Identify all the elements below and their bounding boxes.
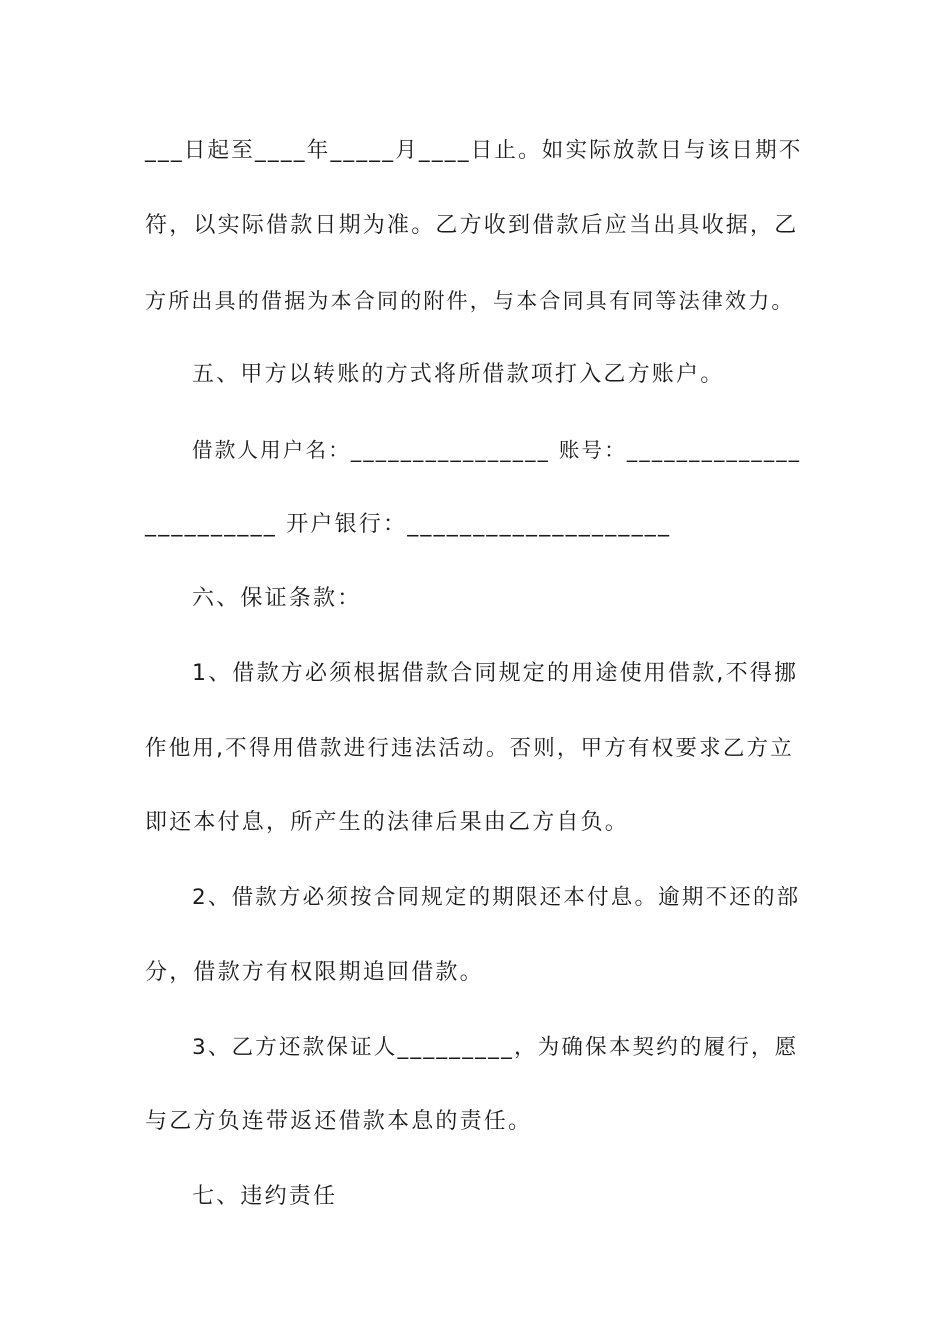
text-line: 与乙方负连带返还借款本息的责任。 bbox=[145, 1109, 533, 1134]
text-line: 符，以实际借款日期为准。乙方收到借款后应当出具收据，乙 bbox=[145, 213, 799, 238]
text-line: 2、借款方必须按合同规定的期限还本付息。逾期不还的部 bbox=[192, 885, 801, 910]
section-heading: 五、甲方以转账的方式将所借款项打入乙方账户。 bbox=[192, 362, 725, 387]
text-line: ___日起至____年_____月____日止。如实际放款日与该日期不 bbox=[145, 138, 803, 163]
text-line: 3、乙方还款保证人_________，为确保本契约的履行，愿 bbox=[192, 1035, 799, 1060]
text-line: 1、借款方必须根据借款合同规定的用途使用借款,不得挪 bbox=[192, 661, 799, 686]
text-line: 即还本付息，所产生的法律后果由乙方自负。 bbox=[145, 810, 630, 835]
text-line: 分，借款方有权限期追回借款。 bbox=[145, 960, 484, 985]
text-line: 方所出具的借据为本合同的附件，与本合同具有同等法律效力。 bbox=[145, 289, 795, 313]
text-line: __________ 开户银行：____________________ bbox=[145, 512, 672, 537]
text-line: 借款人用户名：________________ 账号：______________ bbox=[192, 438, 802, 462]
section-heading: 六、保证条款： bbox=[192, 586, 362, 611]
text-line: 作他用,不得用借款进行违法活动。否则，甲方有权要求乙方立 bbox=[145, 736, 794, 761]
section-heading: 七、违约责任 bbox=[192, 1184, 338, 1209]
